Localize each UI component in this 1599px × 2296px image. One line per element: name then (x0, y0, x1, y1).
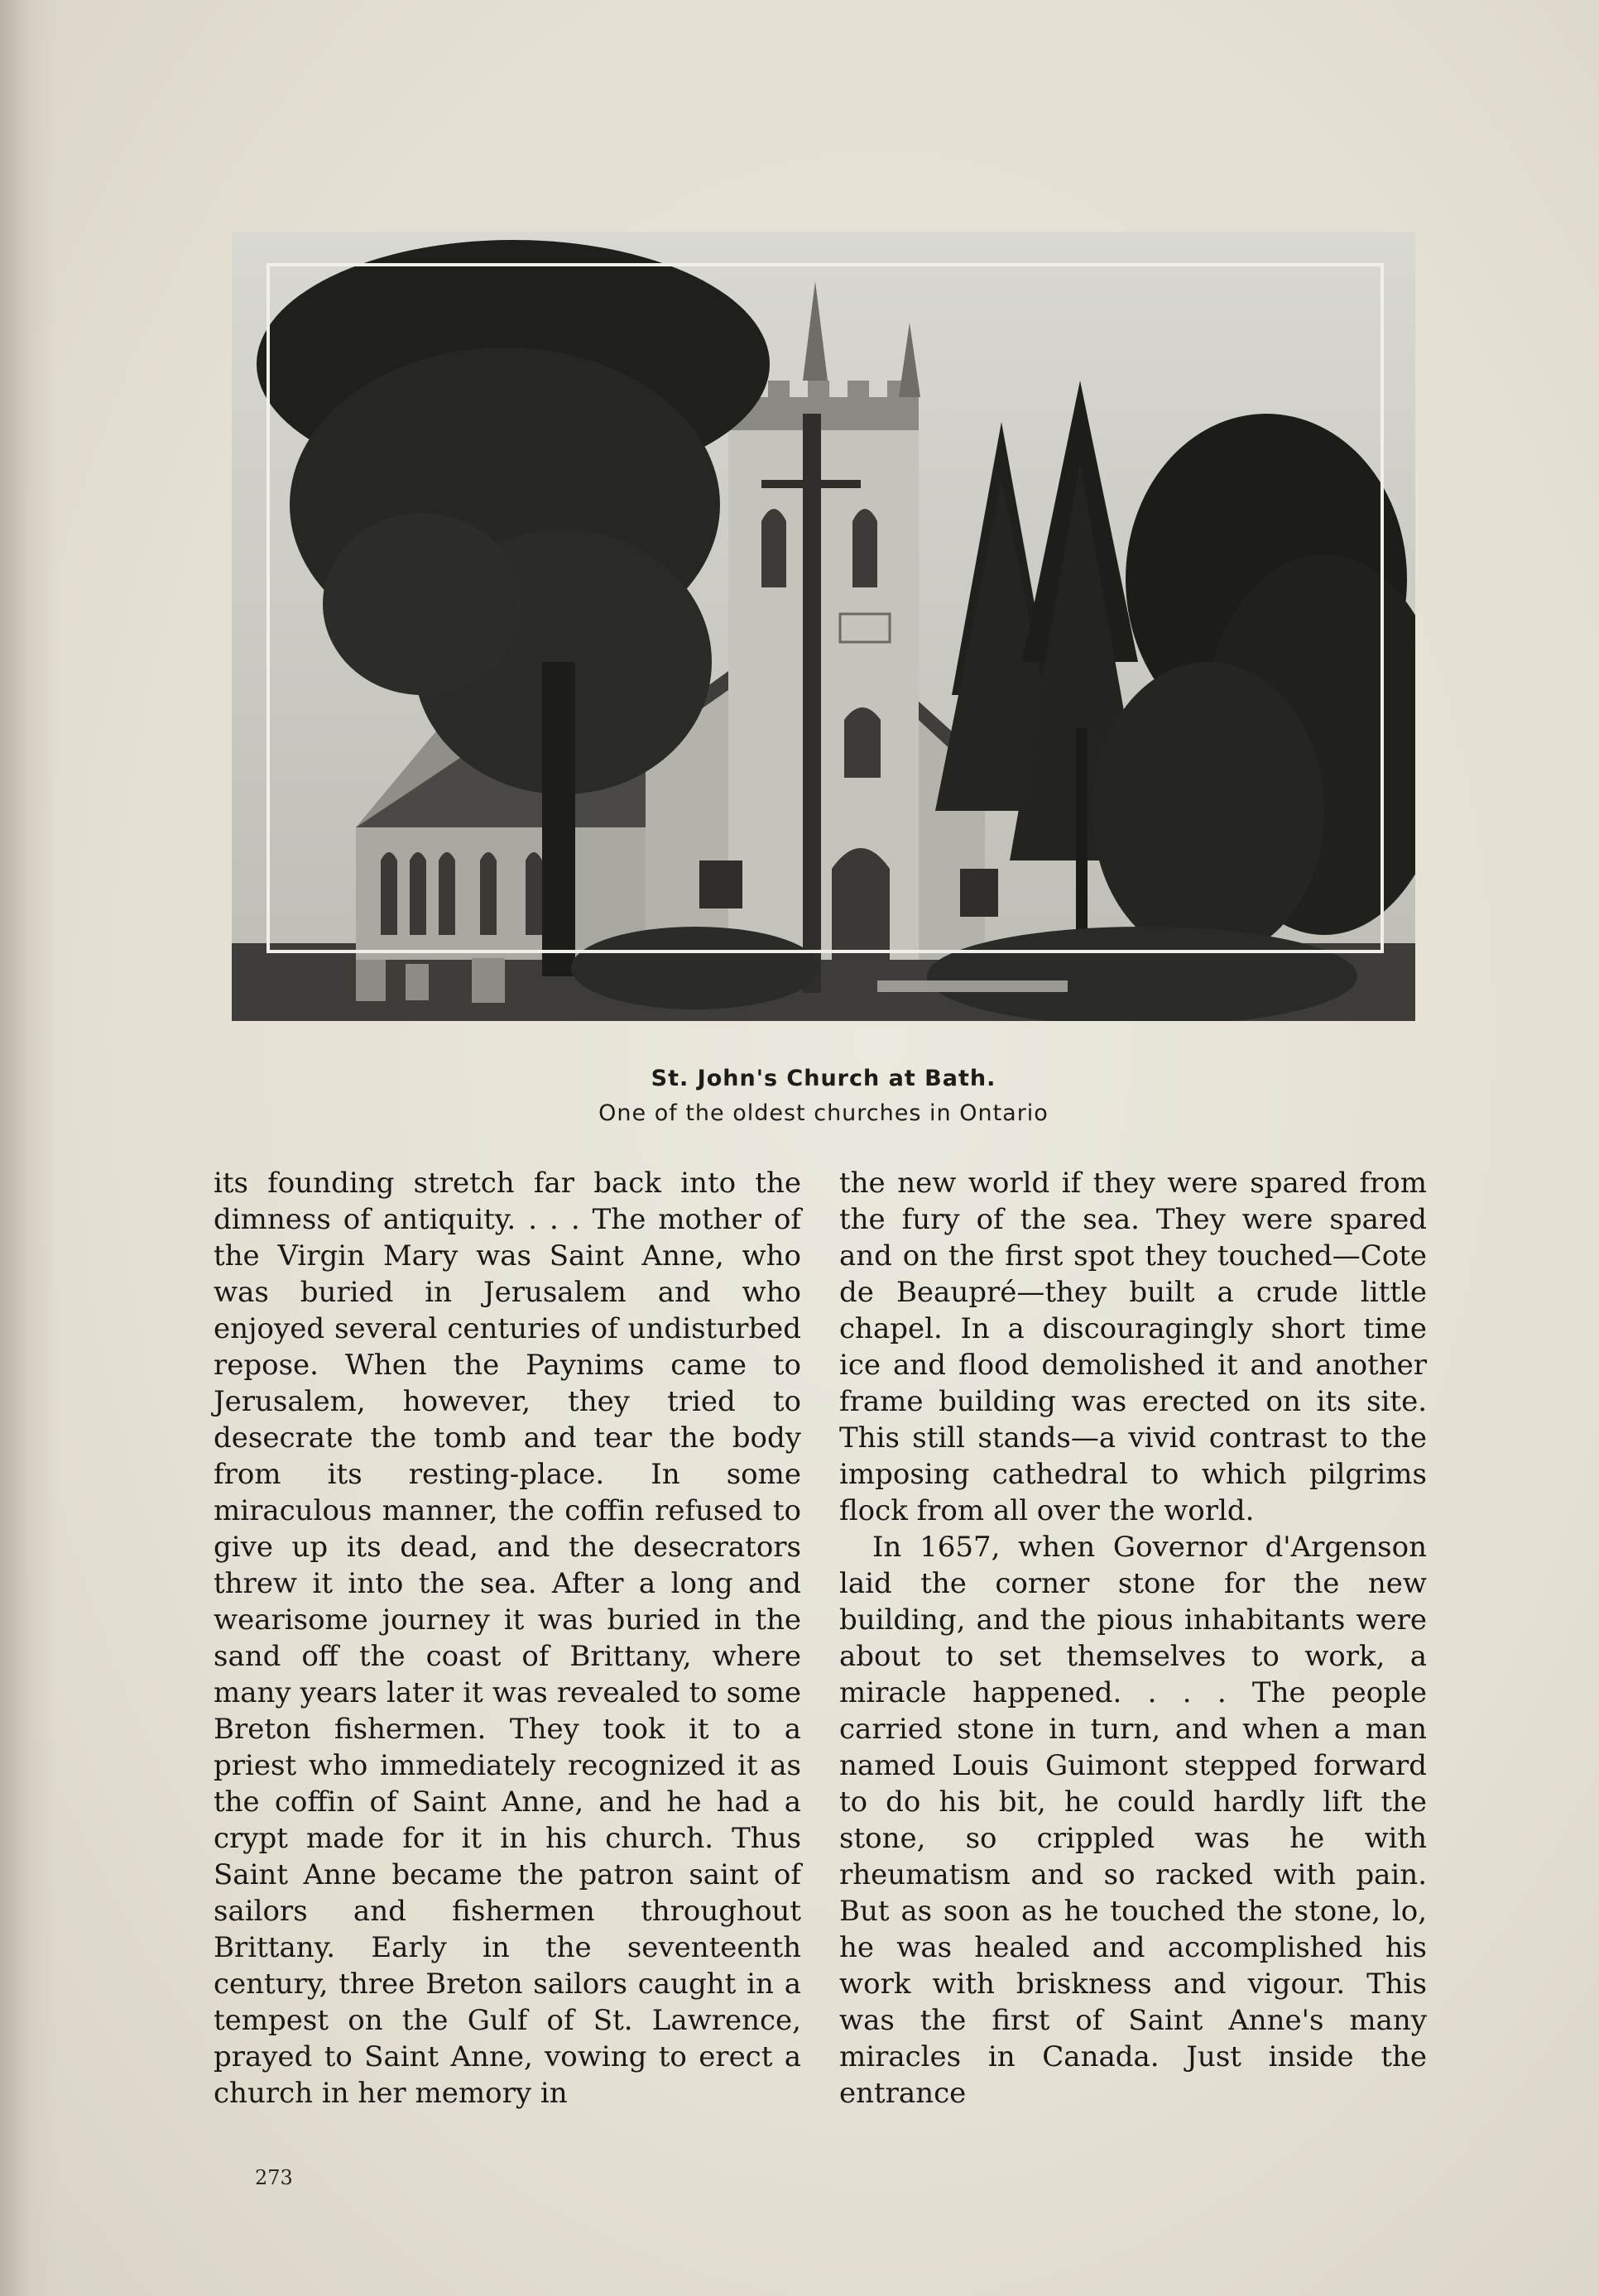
gutter-shadow (0, 0, 58, 2296)
right-text-column (839, 1165, 1427, 2111)
paragraph: In 1657, when Governor d'Argenson laid the corner stone for the new building, and the pious inhabitants were about to set themselves to work, a miracle happened. . . . The people carried stone in turn, and when a man named Louis Guimont stepped forward to do his bit, he could hardly lift the stone, so crippled was he with rheumatism and so racked with pain. But as soon as he touched the stone, lo, he was healed and accomplished his work with briskness and vigour. This was the first of Saint Anne's many miracles in Canada. Just inside the entrance (839, 1531, 1427, 2110)
photo-caption-subtitle: One of the oldest churches in Ontario (598, 1100, 1049, 1126)
photo-caption-title: St. John's Church at Bath. (651, 1066, 996, 1091)
paragraph: its founding stretch far back into the dimness of antiquity. . . . The mother of the Virgin Mary was Saint Anne, who was buried in Jerusalem and who enjoyed several centuries of undisturbed repose. When the Paynims came to Jerusalem, however, they tried to desecrate the tomb and tear the body from its resting-place. In some miraculous manner, the coffin refused to give up its dead, and the desecrators threw it into the sea. After a long and wearisome journey it was buried in the sand off the coast of Brittany, where many years later it was revealed to some Breton fishermen. They took it to a priest who immediately recognized it as the coffin of Saint Anne, and he had a crypt made for it in his church. Thus Saint Anne became the patron saint of sailors and fishermen throughout Brittany. Early in the seventeenth century, three Breton sailors caught in a tempest on the Gulf of St. Lawrence, prayed to Saint Anne, vowing to erect a church in her memory in (214, 1167, 801, 2110)
left-text-column (214, 1165, 801, 2111)
church-photo-illustration (232, 232, 1415, 1021)
church-photograph (232, 232, 1415, 1021)
page-number: 273 (255, 2166, 293, 2189)
paragraph: the new world if they were spared from the fury of the sea. They were spared and on the first spot they touched—Cote de Beaupré—they built a crude little chapel. In a discouragingly short time ice and flood demolished it and another frame building was erected on its site. This still stands—a vivid contrast to the imposing cathedral to which pilgrims flock from all over the world. (839, 1167, 1427, 1527)
